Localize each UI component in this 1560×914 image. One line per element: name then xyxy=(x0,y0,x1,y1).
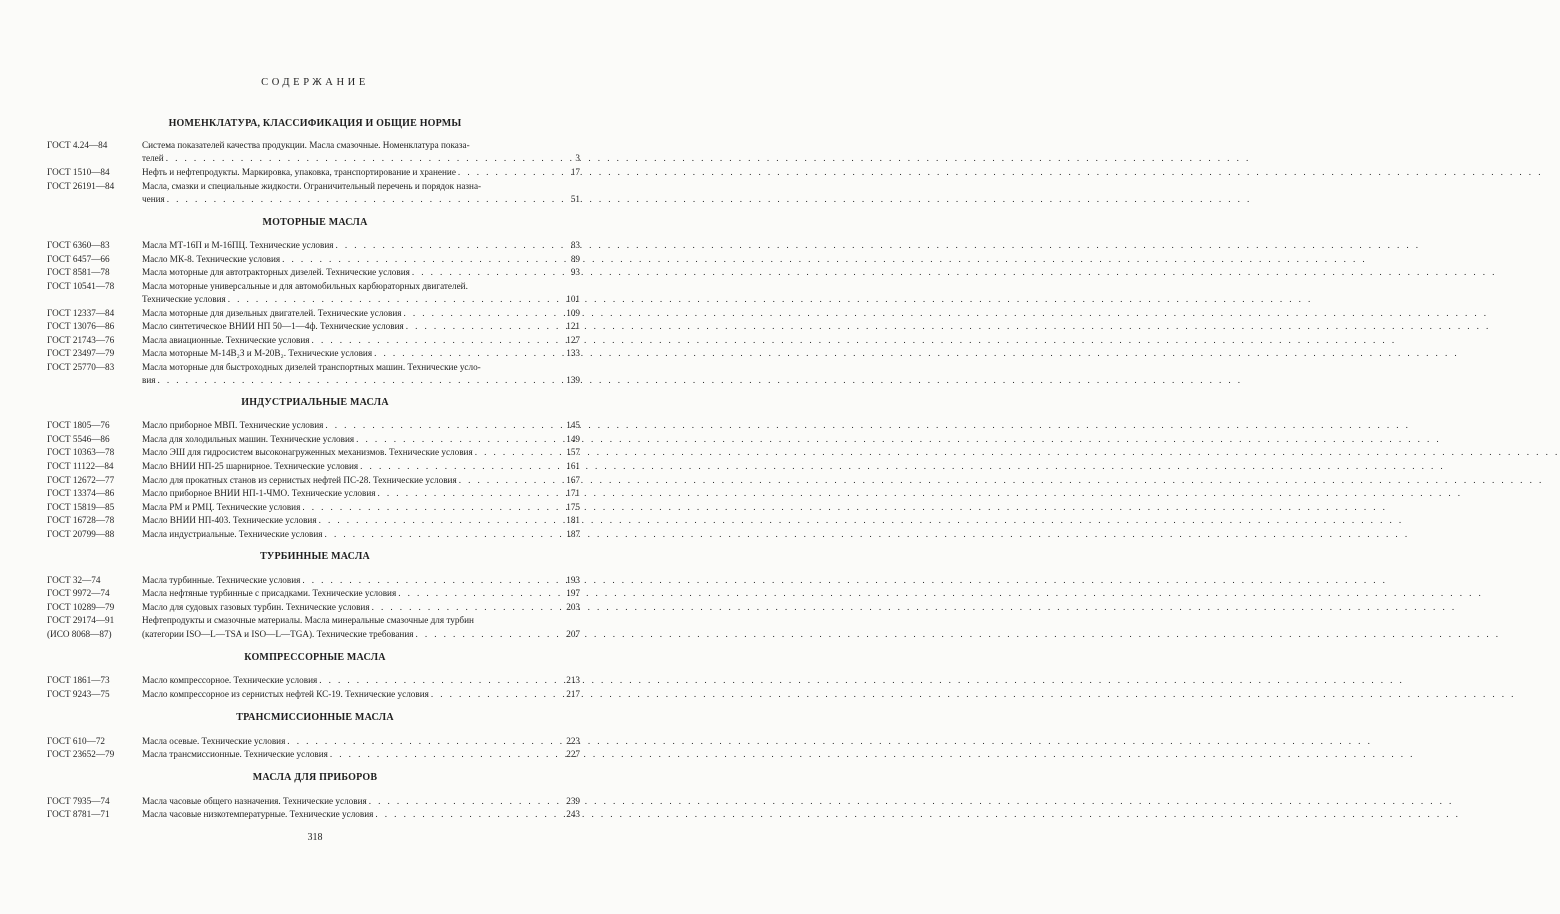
entry-title: Масло ЭШ для гидросистем высоконагруженных механизмов. Технические условия xyxy=(142,447,473,457)
entry-title: Масло ВНИИ НП-403. Технические условия xyxy=(142,515,317,525)
entry-code: ГОСТ 10363—78 xyxy=(47,447,115,457)
leader-dots xyxy=(412,266,569,279)
entry-code: ГОСТ 13374—86 xyxy=(47,488,115,498)
entry-page: 51 xyxy=(570,194,580,204)
entry-page: 227 xyxy=(566,749,580,759)
entry-code: ГОСТ 10289—79 xyxy=(47,602,115,612)
toc-entry xyxy=(0,280,630,293)
entry-title: Масло приборное ВНИИ НП-1-ЧМО. Технические условия xyxy=(142,488,376,498)
toc-entry xyxy=(0,474,630,487)
entry-page: 193 xyxy=(566,575,580,585)
entry-code: ГОСТ 1861—73 xyxy=(47,675,110,685)
leader-dots xyxy=(415,628,564,641)
entry-code: ГОСТ 12672—77 xyxy=(47,475,115,485)
leader-dots xyxy=(302,574,564,587)
entry-page: 167 xyxy=(566,475,580,485)
leader-dots xyxy=(312,334,565,347)
section-heading: НОМЕНКЛАТУРА, КЛАССИФИКАЦИЯ И ОБЩИЕ НОРМЫ xyxy=(168,118,462,129)
entry-page: 181 xyxy=(566,515,580,525)
leader-dots xyxy=(330,748,564,761)
entry-title: Масла моторные универсальные и для автомобильных карбюраторных двигателей. xyxy=(142,281,468,291)
entry-title: вия xyxy=(142,375,156,385)
toc-entry xyxy=(0,795,630,808)
entry-title: Масла, смазки и специальные жидкости. Ограничительный перечень и порядок назна- xyxy=(142,181,482,191)
section-heading: МАСЛА ДЛЯ ПРИБОРОВ xyxy=(252,772,378,783)
leader-dots xyxy=(360,460,564,473)
document-page xyxy=(0,0,630,914)
toc-entry xyxy=(0,166,630,179)
leader-dots xyxy=(166,152,574,165)
entry-code: ГОСТ 6457—66 xyxy=(47,254,110,264)
entry-page: 139 xyxy=(566,375,580,385)
entry-title: Масла нефтяные турбинные с присадками. Технические условия xyxy=(142,588,397,598)
toc-entry xyxy=(0,601,630,614)
entry-code: ГОСТ 8781—71 xyxy=(47,809,110,819)
entry-page: 175 xyxy=(566,502,580,512)
entry-page: 101 xyxy=(566,294,580,304)
entry-title: Масло МК-8. Технические условия xyxy=(142,254,281,264)
entry-code: ГОСТ 10541—78 xyxy=(47,281,115,291)
entry-page: 239 xyxy=(566,796,580,806)
entry-title: телей xyxy=(142,153,164,163)
entry-title: Нефть и нефтепродукты. Маркировка, упаковка, транспортирование и хранение xyxy=(142,167,456,177)
entry-title: Масла авиационные. Технические условия xyxy=(142,335,310,345)
toc-entry xyxy=(0,528,630,541)
leader-dots xyxy=(325,419,564,432)
toc-entry xyxy=(0,266,630,279)
entry-code: ГОСТ 8581—78 xyxy=(47,267,110,277)
leader-dots xyxy=(302,501,564,514)
entry-page: 187 xyxy=(566,529,580,539)
toc-entry xyxy=(0,239,630,252)
entry-code: ГОСТ 23497—79 xyxy=(47,348,115,358)
entry-code-iso: (ИСО 8068—87) xyxy=(47,629,112,639)
entry-title: Масла для холодильных машин. Технические условия xyxy=(142,434,355,444)
toc-entry xyxy=(0,514,630,527)
entry-title: Масло приборное МВП. Технические условия xyxy=(142,420,324,430)
entry-page: 93 xyxy=(570,267,580,277)
leader-dots xyxy=(319,514,565,527)
entry-code: ГОСТ 1805—76 xyxy=(47,420,110,430)
entry-title: Масла часовые низкотемпературные. Технические условия xyxy=(142,809,374,819)
entry-code: ГОСТ 15819—85 xyxy=(47,502,115,512)
entry-title: Система показателей качества продукции. Масла смазочные. Номенклатура показа- xyxy=(142,140,470,150)
leader-dots xyxy=(378,487,565,500)
entry-page: 243 xyxy=(566,809,580,819)
entry-title: Масла часовые общего назначения. Технические условия xyxy=(142,796,367,806)
section-heading: ТУРБИННЫЕ МАСЛА xyxy=(260,551,370,562)
entry-code: ГОСТ 13076—86 xyxy=(47,321,115,331)
entry-title: Масла моторные для быстроходных дизелей транспортных машин. Технические усло- xyxy=(142,362,481,372)
entry-title: Масло для прокатных станов из сернистых нефтей ПС-28. Технические условия xyxy=(142,475,457,485)
leader-dots xyxy=(287,735,564,748)
entry-page: 121 xyxy=(566,321,580,331)
entry-page: 17 xyxy=(570,167,580,177)
section-heading: КОМПРЕССОРНЫЕ МАСЛА xyxy=(244,652,386,663)
toc-entry xyxy=(0,587,630,600)
entry-page: 149 xyxy=(566,434,580,444)
entry-code: ГОСТ 12337—84 xyxy=(47,308,115,318)
toc-entry xyxy=(0,433,630,446)
leader-dots xyxy=(282,253,569,266)
entry-page: 217 xyxy=(566,689,580,699)
entry-title: Масла моторные для дизельных двигателей. Технические условия xyxy=(142,308,402,318)
leader-dots xyxy=(369,795,564,808)
entry-code: ГОСТ 7935—74 xyxy=(47,796,110,806)
entry-code: ГОСТ 9972—74 xyxy=(47,588,110,598)
leader-dots xyxy=(475,446,565,459)
leader-dots xyxy=(157,374,564,387)
entry-page: 223 xyxy=(566,736,580,746)
entry-page: 109 xyxy=(566,308,580,318)
entry-title: чения xyxy=(142,194,165,204)
leader-dots xyxy=(325,528,565,541)
entry-title: Технические условия xyxy=(142,294,226,304)
leader-dots xyxy=(335,239,568,252)
section-heading: ИНДУСТРИАЛЬНЫЕ МАСЛА xyxy=(241,397,389,408)
entry-code: ГОСТ 9243—75 xyxy=(47,689,110,699)
entry-code: ГОСТ 20799—88 xyxy=(47,529,115,539)
toc-entry xyxy=(0,347,630,360)
entry-page: 207 xyxy=(566,629,580,639)
toc-entry xyxy=(0,614,630,627)
toc-entry xyxy=(0,253,630,266)
entry-title: Масла моторные для автотракторных дизелей. Технические условия xyxy=(142,267,410,277)
toc-entry xyxy=(0,688,630,701)
entry-page: 161 xyxy=(566,461,580,471)
entry-title: Масло синтетическое ВНИИ НП 50—1—4ф. Технические условия xyxy=(142,321,404,331)
entry-code: ГОСТ 1510—84 xyxy=(47,167,110,177)
entry-title: Масла РМ и РМЦ. Технические условия xyxy=(142,502,301,512)
entry-title: Масла индустриальные. Технические условия xyxy=(142,529,323,539)
entry-code: ГОСТ 11122—84 xyxy=(47,461,114,471)
section-heading: ТРАНСМИССИОННЫЕ МАСЛА xyxy=(236,712,394,723)
leader-dots xyxy=(372,601,565,614)
toc-entry xyxy=(0,361,630,374)
leader-dots xyxy=(319,674,564,687)
leader-dots xyxy=(404,307,565,320)
page-title: СОДЕРЖАНИЕ xyxy=(261,77,369,88)
toc-entry-continuation xyxy=(0,193,630,206)
entry-code: ГОСТ 26191—84 xyxy=(47,181,115,191)
toc-entry xyxy=(0,320,630,333)
entry-code: ГОСТ 5546—86 xyxy=(47,434,110,444)
leader-dots xyxy=(458,166,569,179)
toc-entry xyxy=(0,735,630,748)
entry-code: ГОСТ 6360—83 xyxy=(47,240,110,250)
entry-code: ГОСТ 610—72 xyxy=(47,736,106,746)
entry-title: Масла турбинные. Технические условия xyxy=(142,575,301,585)
entry-page: 157 xyxy=(566,447,580,457)
entry-page: 133 xyxy=(566,348,580,358)
entry-page: 171 xyxy=(566,488,580,498)
entry-code: ГОСТ 29174—91 xyxy=(47,615,115,625)
leader-dots xyxy=(228,293,564,306)
toc-entry xyxy=(0,748,630,761)
entry-code: ГОСТ 4.24—84 xyxy=(47,140,108,150)
toc-entry xyxy=(0,808,630,821)
toc-entry-continuation xyxy=(0,628,630,641)
entry-title: (категории ISO—L—TSA и ISO—L—TGA). Технические требования xyxy=(142,629,414,639)
toc-entry xyxy=(0,574,630,587)
toc-entry xyxy=(0,180,630,193)
leader-dots xyxy=(375,808,564,821)
entry-page: 127 xyxy=(566,335,580,345)
toc-entry xyxy=(0,487,630,500)
toc-entry xyxy=(0,501,630,514)
leader-dots xyxy=(398,587,564,600)
leader-dots xyxy=(356,433,564,446)
entry-title: Масло компрессорное из сернистых нефтей КС-19. Технические условия xyxy=(142,689,429,699)
toc-entry-continuation xyxy=(0,152,630,165)
entry-page: 83 xyxy=(570,240,580,250)
toc-entry xyxy=(0,334,630,347)
entry-title: Масла моторные М-14В₂З и М-20В₂. Технические условия xyxy=(142,348,373,358)
entry-page: 197 xyxy=(566,588,580,598)
toc-entry xyxy=(0,419,630,432)
leader-dots xyxy=(374,347,564,360)
toc-entry xyxy=(0,460,630,473)
entry-title: Масло компрессорное. Технические условия xyxy=(142,675,318,685)
entry-page: 145 xyxy=(566,420,580,430)
leader-dots xyxy=(167,193,569,206)
entry-title: Масло ВНИИ НП-25 шарнирное. Технические условия xyxy=(142,461,359,471)
leader-dots xyxy=(459,474,565,487)
toc-entry xyxy=(0,446,630,459)
section-heading: МОТОРНЫЕ МАСЛА xyxy=(262,217,368,228)
entry-title: Масла трансмиссионные. Технические условия xyxy=(142,749,328,759)
entry-page: 89 xyxy=(570,254,580,264)
entry-code: ГОСТ 23652—79 xyxy=(47,749,115,759)
entry-code: ГОСТ 25770—83 xyxy=(47,362,115,372)
entry-code: ГОСТ 16728—78 xyxy=(47,515,115,525)
toc-entry-continuation xyxy=(0,374,630,387)
entry-code: ГОСТ 32—74 xyxy=(47,575,101,585)
leader-dots xyxy=(431,688,564,701)
entry-title: Масло для судовых газовых турбин. Технические условия xyxy=(142,602,370,612)
entry-page: 3 xyxy=(575,153,580,163)
toc-entry xyxy=(0,674,630,687)
entry-page: 213 xyxy=(566,675,580,685)
entry-title: Масла осевые. Технические условия xyxy=(142,736,286,746)
page-number: 318 xyxy=(307,832,323,843)
toc-entry xyxy=(0,307,630,320)
entry-code: ГОСТ 21743—76 xyxy=(47,335,115,345)
toc-entry-continuation xyxy=(0,293,630,306)
toc-entry xyxy=(0,139,630,152)
entry-title: Нефтепродукты и смазочные материалы. Масла минеральные смазочные для турбин xyxy=(142,615,474,625)
entry-title: Масла МТ-16П и М-16ПЦ. Технические условия xyxy=(142,240,334,250)
entry-page: 203 xyxy=(566,602,580,612)
leader-dots xyxy=(406,320,564,333)
